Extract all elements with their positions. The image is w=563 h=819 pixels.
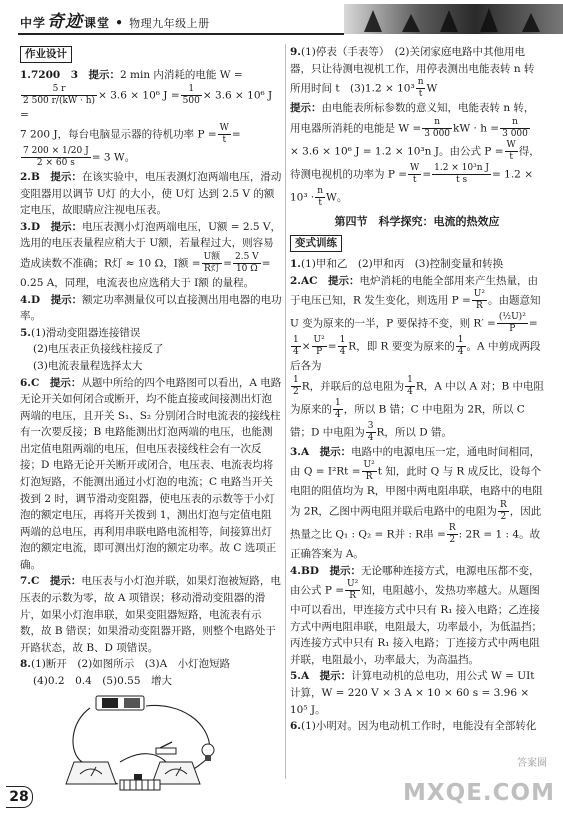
fraction: $\frac{W}{t}$ (410, 162, 420, 185)
fraction: $\frac{\text{U²}}{R}$ (473, 289, 485, 312)
fraction: $\frac{1}{4}$ (335, 397, 341, 420)
practice-3: 3.A 提示：电路中的电源电压一定，通电时间相同，由 Q = I²Rt = $\frac{\text{U²}}{R}$ t 知，此时 Q 与 R 成反比，设每个电阻的阻值均为 R，甲图中两电阻串联，电路中的电阻为 2R，乙图中两电阻并联后电路中的电阻为 $\frac{R}{2}$ ，因此热量之比 Q₁ : Q₂ = R并 : R串 = $\frac{R}{2}$ : 2R = 1 : 4。故正确答案为 A。 (290, 445, 543, 560)
answer-1: 1.7200 3 提示：2 min 内消耗的电能 W = $\frac{5 r}{2 500 r/(kW \cdot h)}$ × 3.6 × 10⁶ J = $\frac{1}{500}$ × 3.6 × 10⁶ J = 7 200 J，每台电脑显示器的待机功率 P = $\frac{W}{t}$ = $\frac{7 200 \times 1/20 J}{2 \times 60 s}$ = 3 W。 (20, 69, 273, 169)
fraction: $\frac{\text{U额}}{\text{R灯}}$ (203, 252, 221, 275)
fraction: $\frac{\text{U²}}{P}$ (313, 335, 325, 358)
fraction: $\frac{\text{U²}}{R}$ (363, 460, 375, 483)
fraction: $\frac{W}{t}$ (506, 139, 516, 162)
answer-3: 3.D 提示：电压表测小灯泡两端电压，U额 = 2.5 V，选用的电压表量程应稍大于 U额，若量程过大，则容易造成读数不准确；R灯 ≈ 10 Ω，I额 = $\frac{\text{U额}}{\text{R灯}}$ = $\frac{2.5 V}{10 \Omega}$ = 0.25 A，同理，电流表也应选稍大于 I额 的量程。 (20, 220, 282, 290)
title-suffix: 课堂 (84, 16, 111, 30)
page-number: 28 (6, 786, 33, 808)
answer-9: 9.(1)停表（手表等） (2)关闭家庭电路中其他用电器，只让待测电视机工作，用停表测出电能表转 n 转所用时间 t (3)1.2 × 10³ $\frac{n}{t}$ W 提示：由电能表所标参数的意义知，电能表转 n 转，用电器所消耗的电能是 W = $\frac{n}{3 000}$ kW · h = $\frac{n}{3 000}$ × 3.6 × 10⁶ J = 1.2 × 10³n J。由公式 P = $\frac{W}{t}$ 得，待测电视机的功率为 P = $\frac{W}{t}$ = $\frac{\text{1.2 × 10³n J}}{\text{t s}}$ = 1.2 × 10³ · $\frac{n}{t}$ W。 (290, 46, 540, 208)
section-title: 第四节 科学探究：电流的热效应 (334, 214, 500, 228)
fraction: $\frac{1}{4}$ (457, 335, 464, 358)
fraction: $\frac{\text{(½U)²}}{P}$ (498, 312, 526, 335)
fraction: $\frac{7 200 \times 1/20 J}{2 \times 60 s}$ (23, 146, 89, 169)
practice-1: 1.(1)甲和乙 (2)甲和丙 (3)控制变量和转换 (290, 258, 504, 271)
watermark-small: 答案圈 (517, 758, 547, 769)
fraction: $\frac{W}{t}$ (219, 123, 229, 146)
fraction: $\frac{n}{3 000}$ (502, 116, 528, 139)
answer-7: 7.C 提示：电压表与小灯泡并联，如果灯泡被短路，电压表的示数为零，故 A 项错误；移动滑动变阻器的滑片，如果小灯泡串联，如果变阻器短路，电流表有示数，故 B 错误；如果滑动变阻器开路，则整个电路处于开路状态，故 B、D 项错误。 (20, 575, 281, 654)
fraction: $\frac{n}{t}$ (317, 185, 324, 208)
header (0, 0, 563, 40)
answer-5: 5.(1)滑动变阻器连接错误 (2)电压表正负接线柱接反了 (3)电流表量程选择太大 (20, 326, 164, 372)
section-label-homework: 作业设计 (20, 46, 72, 63)
practice-5: 5.A 提示：计算电动机的总电功，用公式 W = UIt 计算，W = 220 V × 3 A × 10 × 60 s = 3.96 × 10⁵ J。 (290, 670, 535, 716)
header-rule (18, 33, 344, 35)
left-column (20, 44, 282, 800)
title-separator: • (115, 16, 124, 30)
fraction: $\frac{1}{4}$ (407, 374, 413, 397)
bulb-icon (202, 744, 214, 761)
answer-4: 4.D 提示：额定功率测量仪可以直接测出用电器的电功率。 (20, 293, 282, 323)
fraction: $\frac{5 r}{2 500 r/(kW \cdot h)}$ (23, 83, 96, 106)
fraction: $\frac{n}{3 000}$ (424, 116, 451, 139)
circuit-diagram (60, 692, 230, 800)
fraction: $\frac{1}{2}$ (293, 374, 299, 397)
answer-2: 2.B 提示：在该实验中，电压表测灯泡两端电压，滑动变阻器用以调节 U灯 的大小，使 U灯 达到 2.5 V 的额定电压，故眼睛应注视电压表。 (20, 171, 282, 217)
watermark: MXQE.COM (403, 780, 555, 806)
answer-6: 6.C 提示：从题中所给的四个电路图可以看出，A 电路无论开关如何闭合或断开，均不能直接或间接测出灯泡两端的电压，且开关 S₁、S₂ 分别闭合时电流表的接线柱有一次要反接；B 电路能测出灯泡两端的电压，也能测出定值电阻两端的电压，但电压表接线柱会有一次反接；D 电路无论开关断开或闭合，电压表、电流表均将灯泡短路，不能测出通过小灯泡的电流；C 电路当开关拨到 2 时，调节滑动变阻器，使电压表的示数等于小灯泡的额定电压，再将开关拨到 1，测出灯泡与定值电阻两端的总电压，再利用串联电路电流相等，间接算出灯泡的额定电流，即可测出灯泡的额定功率。故 C 选项正确。 (20, 376, 282, 571)
practice-2: 2.AC 提示：电炉消耗的电能全部用来产生热量，由于电压已知，R 发生变化，则选用 P = $\frac{\text{U²}}{R}$ 。由题意知 U 变为原来的一半，P 要保持不变，则 R′ = $\frac{\text{(½U)²}}{P}$ = $\frac{1}{4}$ × $\frac{\text{U²}}{P}$ = $\frac{1}{4}$ R，即 R 要变为原来的 $\frac{1}{4}$ 。A 中剪成两段后各为 $\frac{1}{2}$ R，并联后的总电阻为 $\frac{1}{4}$ R，A 中以 A 对；B 中电阻为原来的 $\frac{1}{4}$ ，所以 B 错；C 中电阻为 2R，所以 C 错；D 中电阻为 $\frac{3}{4}$ R，所以 D 错。 (290, 274, 545, 443)
fraction: $\frac{n}{t}$ (417, 77, 424, 100)
battery-icon (96, 696, 144, 710)
column-divider (285, 44, 286, 779)
fraction: $\frac{1}{4}$ (293, 335, 299, 358)
answer-8: 8.(1)断开 (2)如图所示 (3)A 小灯泡短路 (4)0.2 0.4 (5)0.55 增大 (20, 658, 231, 687)
header-banner-image (344, 4, 563, 34)
rheostat-icon (120, 774, 160, 790)
fraction: $\frac{R}{2}$ (448, 523, 456, 545)
practice-4: 4.BD 提示：无论哪种连接方式，电源电压都不变，由公式 P = $\frac{\text{U²}}{R}$ 知，电阻越小，发热功率越大。从题图中可以看出，甲连接方式中只有 R₁ 接入电路；乙连接方式中两电阻串联，电阻最大，功率最小，为低温挡；丙连接方式中只有 R₁ 接入电路；丁连接方式中两电阻并联，电阻最小，功率最大，为高温挡。 (290, 564, 542, 666)
fraction: $\frac{3}{4}$ (367, 420, 374, 443)
title-prefix: 中学 (20, 16, 47, 30)
fraction: $\frac{1}{500}$ (182, 83, 200, 106)
fraction: $\frac{\text{1.2 × 10³n J}}{\text{t s}}$ (434, 162, 490, 185)
right-column (290, 44, 544, 735)
brand-logo-text: 奇迹 (47, 12, 84, 32)
fraction: $\frac{R}{2}$ (499, 500, 507, 522)
circuit-drawing (60, 692, 230, 800)
fraction: $\frac{1}{4}$ (339, 335, 346, 358)
fraction: $\frac{\text{U²}}{R}$ (347, 579, 359, 602)
book-title (20, 9, 210, 36)
section-label-practice: 变式训练 (290, 235, 342, 252)
practice-6: 6.(1)小明对。因为电动机工作时，电能没有全部转化 (290, 720, 537, 733)
voltmeter-icon (66, 762, 116, 784)
switch-icon (156, 742, 176, 754)
book-subtitle: 物理九年级上册 (129, 17, 210, 30)
fraction: $\frac{2.5 V}{10 \Omega}$ (234, 252, 259, 275)
